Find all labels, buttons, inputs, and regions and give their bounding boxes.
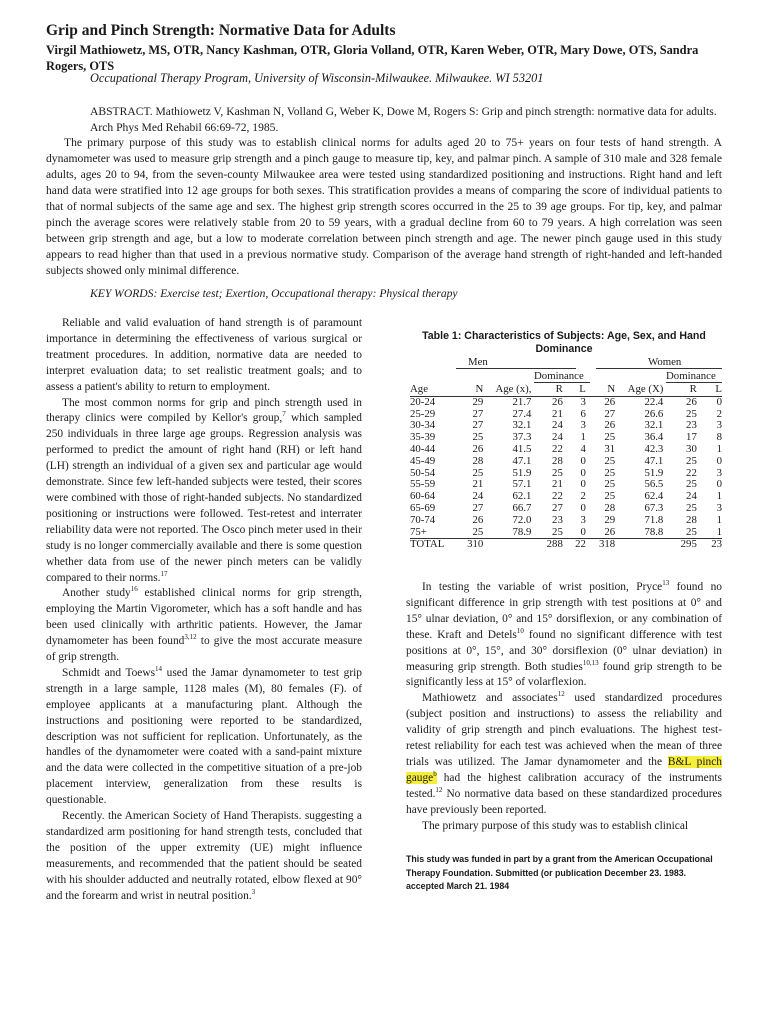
citation-ref: 12 <box>435 785 443 794</box>
table-cell: 62.4 <box>644 490 664 503</box>
column-header: R <box>531 384 562 396</box>
table-cell: 47.1 <box>512 454 532 467</box>
text-run: to give the most accurate measure of grip strength. <box>46 635 362 664</box>
text-run: Another study <box>62 587 131 600</box>
table-row <box>410 527 722 539</box>
paragraph <box>46 316 362 396</box>
table-cell: 8 <box>716 431 722 444</box>
table-cell: 25 <box>604 490 616 503</box>
table-cell: 35-39 <box>410 431 436 444</box>
table-cell: 28 <box>604 501 616 514</box>
table-cell: 21 <box>472 478 484 491</box>
table-cell: 0 <box>580 525 586 538</box>
table-cell: 3 <box>580 419 586 432</box>
table-cell: 295 <box>663 539 697 551</box>
table-cell: 0 <box>580 478 586 491</box>
table-row <box>410 432 722 444</box>
keywords: KEY WORDS: Exercise test; Exertion, Occupational therapy: Physical therapy <box>90 287 458 300</box>
column-header: Age (X) <box>615 384 663 396</box>
table-cell: 30-34 <box>410 419 436 432</box>
text-run: used standardized procedures (subject position and instructions) to assess the reliability and validity of grip strength and pinch evaluations. The highest test-retest reliability for each test was achieved when the mean of three trials was utilized. The Jamar dynamometer and the <box>406 692 723 768</box>
table-cell: 25 <box>604 454 616 467</box>
paragraph <box>46 809 362 904</box>
table-cell: 60-64 <box>410 490 436 503</box>
table-cell: 22 <box>686 466 697 479</box>
table-cell: 25 <box>552 525 563 538</box>
table-cell: 0 <box>716 395 722 408</box>
table-cell: 0 <box>716 478 722 491</box>
table-row <box>410 515 722 527</box>
citation-ref: 3 <box>251 887 256 896</box>
table-cell: 25-29 <box>410 407 436 420</box>
divider <box>456 368 576 369</box>
table-cell: 71.8 <box>644 513 664 526</box>
paper-title: Grip and Pinch Strength: Normative Data for Adults <box>46 22 396 39</box>
table-cell: 22 <box>552 442 563 455</box>
table-cell: 25 <box>472 525 484 538</box>
table-cell: 26 <box>552 395 563 408</box>
table-cell: 27 <box>552 501 563 514</box>
table-cell: 21.7 <box>512 395 532 408</box>
table-cell: 0 <box>716 454 722 467</box>
table-cell: 25 <box>472 431 484 444</box>
table-cell: 0 <box>580 501 586 514</box>
table-cell: 2 <box>580 490 586 503</box>
table-cell: 26.6 <box>644 407 664 420</box>
table-cell: 23 <box>552 513 563 526</box>
table-cell: 37.3 <box>512 431 532 444</box>
table-cell: 17 <box>686 431 697 444</box>
body-column-right <box>406 580 722 835</box>
table-cell: 32.1 <box>644 419 664 432</box>
table-cell: 67.3 <box>644 501 664 514</box>
footnote-marker: b <box>433 770 437 779</box>
table-cell: 28 <box>552 454 563 467</box>
citation-ref: 10,13 <box>582 658 599 667</box>
table-cell: 42.3 <box>644 442 664 455</box>
table-cell: 0 <box>580 466 586 479</box>
table-cell: 310 <box>458 539 483 551</box>
table-cell: 25 <box>604 478 616 491</box>
table-cell: 1 <box>716 490 722 503</box>
table-cell: 24 <box>472 490 484 503</box>
column-header: Age (x), <box>483 384 531 396</box>
citation-ref: 16 <box>130 585 138 594</box>
table-cell: 1 <box>716 525 722 538</box>
table-cell: 31 <box>604 442 616 455</box>
table-cell: 26 <box>604 395 616 408</box>
table-cell: 75+ <box>410 525 427 538</box>
text-run: found grip strength to be significantly less at 15° of volarflexion. <box>406 660 722 689</box>
table-cell: 26 <box>472 513 484 526</box>
table-cell: 45-49 <box>410 454 436 467</box>
table-cell: 25 <box>472 466 484 479</box>
table-cell: 21 <box>552 407 563 420</box>
column-header: N <box>458 384 483 396</box>
table-cell: 3 <box>716 501 722 514</box>
text-run: The most common norms for grip and pinch strength used in therapy clinics were compiled by Kellor's group, <box>46 396 362 425</box>
table-cell: 24 <box>552 419 563 432</box>
text-run: which sampled 250 individuals in three large age groups. Regression analysis was performed to predict the amount of right hand (RH) or left hand (LH) strength an individual of a given sex and particular age would demonstrate. Since few left-handed subjects were tested, their scores were combined with those of right-handed subjects. No standardized positioning or instructions were followed. Test-retest and interrater reliability data were not reported. The Osco pinch meter used in their study is no longer commercially available and there is some question whether data from use of the newer pinch meters can be validly compared to their norms. <box>46 412 363 584</box>
table-cell: 288 <box>531 539 562 551</box>
table-cell: 23 <box>686 419 697 432</box>
text-run: established clinical norms for grip strength, employing the Martin Vigorometer, which has a soft handle and has been used clinically with arthritic patients. However, the Jamar dynamometer has been found <box>46 587 363 648</box>
table-cell: 62.1 <box>512 490 532 503</box>
text-run: found no significant difference in grip strength with test positions at 0° and 15° ulnar deviation, 0° and 15° dorsiflexion, or any combination of these. Kraft and Detels <box>406 581 722 641</box>
column-header: L <box>697 384 722 396</box>
table-cell: 3 <box>580 395 586 408</box>
table-cell: 6 <box>580 407 586 420</box>
table-cell: 40-44 <box>410 442 436 455</box>
table-cell: 50-54 <box>410 466 436 479</box>
table-cell: 26 <box>604 419 616 432</box>
table-row <box>410 409 722 421</box>
text-run: No normative data based on these standardized procedures have previously been reported. <box>406 787 722 816</box>
divider <box>596 368 722 369</box>
table-cell: 23 <box>697 539 722 551</box>
table-cell: 22 <box>563 539 586 551</box>
column-header: Age <box>410 384 458 396</box>
table-cell: 29 <box>472 395 484 408</box>
table-caption: Table 1: Characteristics of Subjects: Age, Sex, and Hand Dominance <box>422 330 706 355</box>
table-cell: 65-69 <box>410 501 436 514</box>
table-cell: 25 <box>686 525 697 538</box>
abstract-citation: ABSTRACT. Mathiowetz V, Kashman N, Volland G, Weber K, Dowe M, Rogers S: Grip and pinch strength: normative data for adults. Arch Phys Med Rehabil 66:69-72, 1985. <box>90 105 717 134</box>
table-row <box>410 491 722 503</box>
table-cell: 24 <box>686 490 697 503</box>
paragraph <box>406 819 722 835</box>
table-cell: 70-74 <box>410 513 436 526</box>
table-cell: 2 <box>716 407 722 420</box>
table-cell: 66.7 <box>512 501 532 514</box>
body-column-left <box>46 316 362 905</box>
table-cell: 56.5 <box>644 478 664 491</box>
table-cell: 51.9 <box>644 466 664 479</box>
funding-footnote: This study was funded in part by a grant from the American Occupational Therapy Foundation. Submitted (or publication December 23. 1983. accepted March 21. 1984 <box>406 854 713 891</box>
table-cell: 32.1 <box>512 419 532 432</box>
table-cell: TOTAL <box>410 539 458 551</box>
table-cell: 25 <box>604 466 616 479</box>
citation-ref: 10 <box>516 626 524 635</box>
table-cell: 24 <box>552 431 563 444</box>
table-cell: 26 <box>686 395 697 408</box>
text-run: Reliable and valid evaluation of hand strength is of paramount importance in determining the effectiveness of various surgical or treatment procedures. In addition, normative data are needed to interpret evaluation data; to set realistic treatment goals; and to assess a patient's ability to return to employment. <box>46 317 362 393</box>
citation-ref: 7 <box>282 410 286 419</box>
table-row <box>410 444 722 456</box>
table-cell: 3 <box>716 419 722 432</box>
text-run: Recently. the American Society of Hand Therapists. suggesting a standardized arm positioning for hand strength tests, concluded that the position of the upper extremity (UE) might influence measurements, and recommended that the patient should be seated with his shoulder adducted and neutrally rotated, elbow flexed at 90° and the forearm and wrist in neutral position. <box>46 810 362 902</box>
table-cell: 36.4 <box>644 431 664 444</box>
table-cell: 25 <box>686 454 697 467</box>
table-cell: 26 <box>472 442 484 455</box>
table-cell: 78.9 <box>512 525 532 538</box>
table-row <box>410 396 722 408</box>
table-cell: 28 <box>686 513 697 526</box>
table-cell: 20-24 <box>410 395 436 408</box>
text-run: had the highest calibration accuracy of the instruments tested. <box>406 771 722 800</box>
citation-ref: 12 <box>557 690 565 699</box>
table-total-row <box>410 539 722 551</box>
affiliation: Occupational Therapy Program, University of Wisconsin-Milwaukee. Milwaukee. WI 53201 <box>90 71 544 85</box>
table-row <box>410 468 722 480</box>
table-row <box>410 479 722 491</box>
text-run: used the Jamar dynamometer to test grip strength in a large sample, 1128 males (M), 80 females (F). of employee applicants at a manufacturing plant. Although the instructions and positioning were reported to be standardized, description was not sufficient for replication. Unfortunately, as the handles of the dynamometer were coated with a sand-paint mixture and the data were collected in the competitive situation of a pre-job placement interview, generalization from these results is questionable. <box>46 666 362 807</box>
table-cell: 22.4 <box>644 395 664 408</box>
table-cell: 318 <box>586 539 615 551</box>
paragraph <box>406 691 722 818</box>
table-cell: 3 <box>716 466 722 479</box>
group-header-women: Women <box>648 356 682 368</box>
table-row <box>410 456 722 468</box>
table-cell: 27 <box>472 419 484 432</box>
paragraph <box>46 666 362 809</box>
table-body <box>410 396 722 539</box>
text-run: The primary purpose of this study was to establish clinical <box>422 819 689 832</box>
table-cell: 25 <box>604 431 616 444</box>
table-cell: 0 <box>580 454 586 467</box>
dominance-header: Dominance <box>534 370 584 382</box>
table-cell: 26 <box>604 525 616 538</box>
text-run: In testing the variable of wrist position, Pryce <box>422 581 663 593</box>
table-cell: 29 <box>604 513 616 526</box>
abstract-body: The primary purpose of this study was to establish clinical norms for adults aged 20 to 75+ years on four tests of hand strength. A dynamometer was used to measure grip strength and a pinch gauge to measure tip, key, and palmar pinch. A sample of 310 male and 328 female adults, ages 20 to 94, from the seven-county Milwaukee area were tested using standardized positioning and instructions. Right hand and left hand data were stratified into 12 age groups for both sexes. This stratification provides a means of comparing the score of individual patients to that of normal subjects of the same age and sex. The highest grip strength scores occurred in the 25 to 39 age groups. For tip, key, and palmar pinch the average scores were relatively stable from 20 to 59 years, with a gradual decline from 60 to 79 years. A high correlation was seen between grip strength and age, but a low to moderate correlation between pinch strength and age. The newer pinch gauge used in this study appears to read higher than that used in a previous normative study. Comparison of the average hand strength of right-handed and left-handed subjects showed only minimal difference. <box>46 136 722 277</box>
table-cell: 1 <box>716 513 722 526</box>
table-cell: 57.1 <box>512 478 532 491</box>
group-header-men: Men <box>468 356 488 368</box>
author-list: Virgil Mathiowetz, MS, OTR, Nancy Kashman, OTR, Gloria Volland, OTR, Karen Weber, OTR, Mary Dowe, OTS, Sandra Rogers, OTS <box>46 43 699 73</box>
column-header: L <box>563 384 586 396</box>
table-cell: 1 <box>716 442 722 455</box>
table-cell: 27 <box>472 407 484 420</box>
table-cell <box>615 539 663 551</box>
table-cell: 51.9 <box>512 466 532 479</box>
table-cell: 4 <box>580 442 586 455</box>
table-cell: 78.8 <box>644 525 664 538</box>
table-cell: 3 <box>580 513 586 526</box>
table-cell: 27 <box>604 407 616 420</box>
text-run: B&L pinch gauge <box>406 755 722 784</box>
text-run: Mathiowetz and associates <box>422 692 558 705</box>
paragraph <box>46 586 362 666</box>
citation-ref: 14 <box>155 665 163 674</box>
table-cell: 25 <box>686 478 697 491</box>
paragraph <box>406 580 722 691</box>
data-table <box>410 384 722 551</box>
table-cell: 41.5 <box>512 442 532 455</box>
citation-ref: 13 <box>662 579 670 588</box>
table-row <box>410 420 722 432</box>
table-cell: 27 <box>472 501 484 514</box>
table-row <box>410 503 722 515</box>
table-cell: 27.4 <box>512 407 532 420</box>
table-cell: 21 <box>552 478 563 491</box>
table-cell: 47.1 <box>644 454 664 467</box>
citation-ref: 17 <box>160 569 168 578</box>
table-cell: 1 <box>580 431 586 444</box>
table-cell: 55-59 <box>410 478 436 491</box>
table-cell: 30 <box>686 442 697 455</box>
citation-ref: 3,12 <box>184 633 197 642</box>
table-cell: 25 <box>686 407 697 420</box>
table-cell: 22 <box>552 490 563 503</box>
table-cell: 72.0 <box>512 513 532 526</box>
dominance-header: Dominance <box>666 370 716 382</box>
table-cell: 28 <box>472 454 484 467</box>
column-header: R <box>663 384 697 396</box>
table-cell <box>483 539 531 551</box>
text-run: found no significant difference with test positions at 0°, 15°, and 30° dorsiflexion (0° ulnar deviation) in measuring grip strength. Both studies <box>406 628 723 673</box>
table-cell: 25 <box>552 466 563 479</box>
text-run: Schmidt and Toews <box>62 666 156 679</box>
paragraph <box>46 396 362 587</box>
table-cell: 25 <box>686 501 697 514</box>
table-header-row <box>410 384 722 396</box>
column-header: N <box>586 384 615 396</box>
